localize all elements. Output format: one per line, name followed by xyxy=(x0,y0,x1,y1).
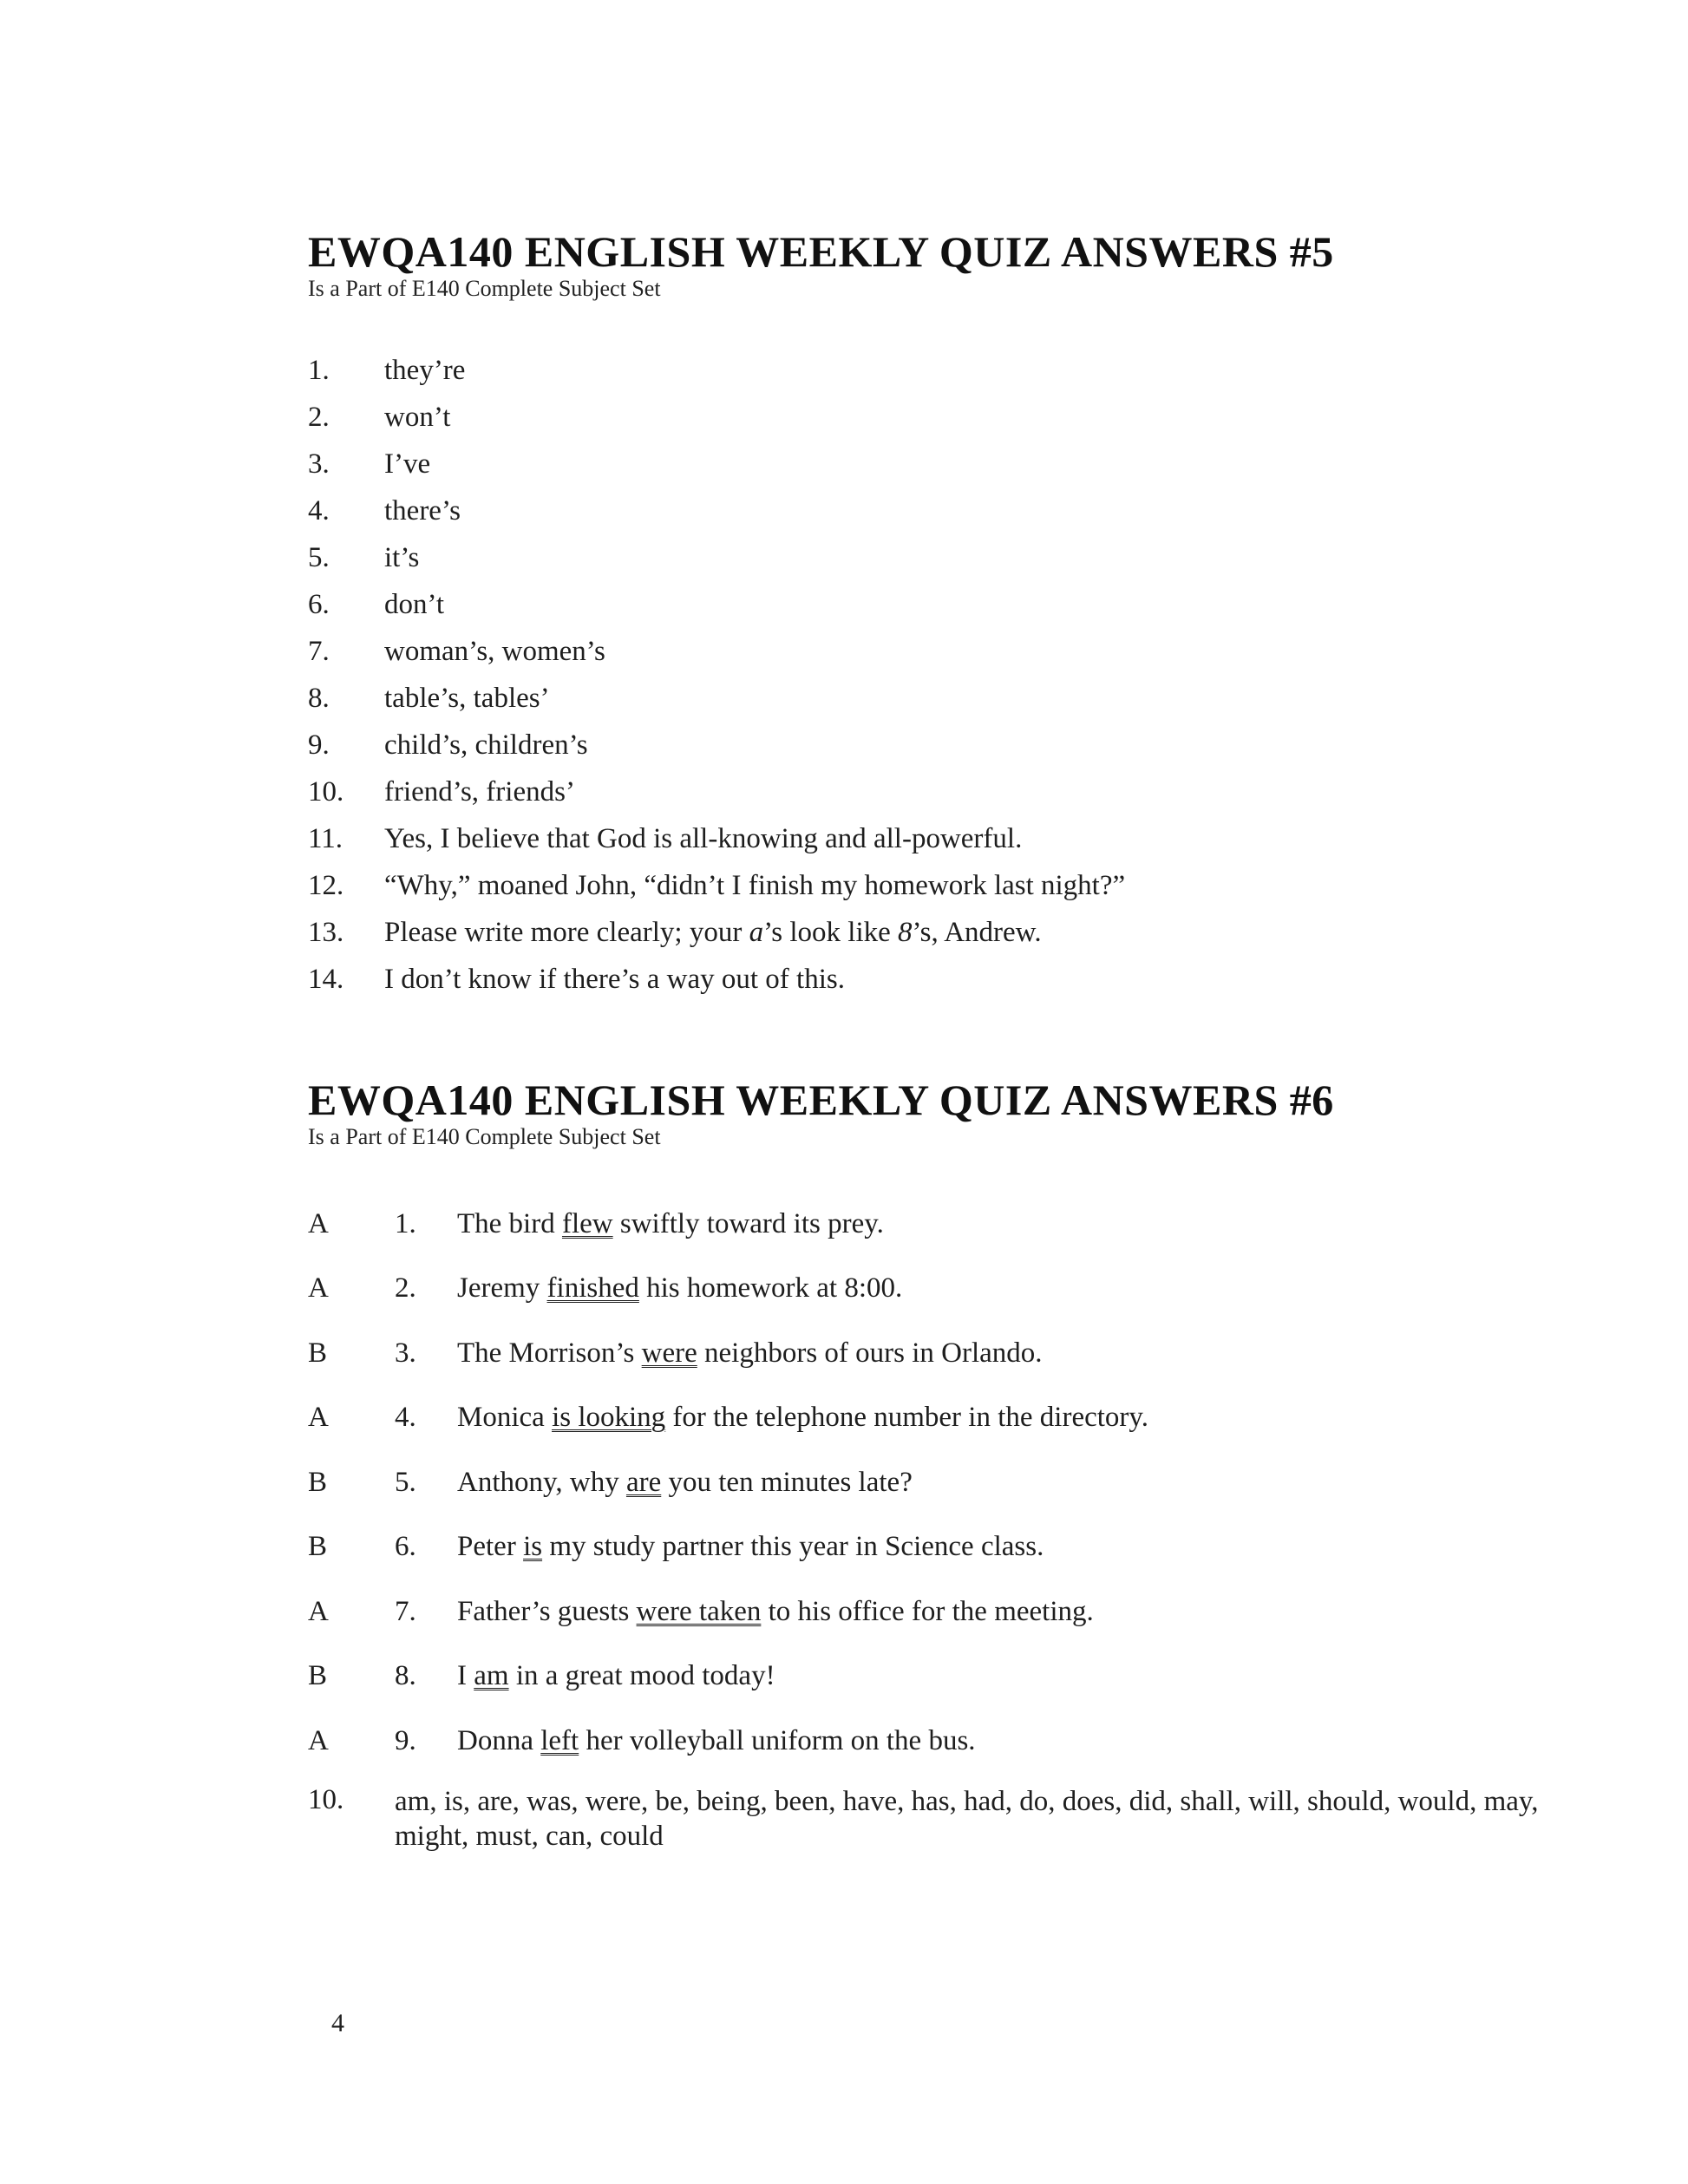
answer-row xyxy=(308,1579,1540,1645)
answer-text: friend’s, friends’ xyxy=(384,775,575,808)
answer-text: don’t xyxy=(384,588,445,620)
answer-number: 9. xyxy=(308,729,330,761)
underlined-verb: left xyxy=(540,1724,579,1756)
answer-row xyxy=(308,1257,1540,1322)
answer-number: 8. xyxy=(395,1660,416,1692)
answer-text: there’s xyxy=(384,494,461,526)
answer-text-part: Please write more clearly; your xyxy=(384,916,749,948)
quiz-5-title: EWQA140 ENGLISH WEEKLY QUIZ ANSWERS #5 xyxy=(308,227,1334,276)
answer-row xyxy=(308,534,1540,581)
answer-row xyxy=(308,768,1540,815)
answer-row xyxy=(308,581,1540,628)
sentence-part: you ten minutes late? xyxy=(661,1466,913,1498)
answer-number: 3. xyxy=(308,448,330,480)
answer-number: 3. xyxy=(395,1337,416,1369)
answer-number: 5. xyxy=(308,541,330,573)
underlined-verb: am xyxy=(474,1660,509,1692)
answer-letter: B xyxy=(308,1466,328,1498)
answer-sentence xyxy=(457,1660,1540,1692)
answer-number: 14. xyxy=(308,963,344,995)
underlined-verb: are xyxy=(625,1466,662,1498)
sentence-part: her volleyball uniform on the bus. xyxy=(579,1724,976,1756)
answer-number: 10. xyxy=(308,775,344,808)
answer-letter: A xyxy=(308,1207,329,1239)
quiz-answers-5-section xyxy=(308,227,1540,1017)
answer-text: they’re xyxy=(384,354,466,386)
answer-number: 7. xyxy=(308,635,330,667)
answer-number: 9. xyxy=(395,1724,416,1756)
answer-row xyxy=(308,628,1540,675)
answer-number: 1. xyxy=(395,1207,416,1239)
answer-row xyxy=(308,862,1540,909)
answer-row xyxy=(308,722,1540,768)
answer-number: 10. xyxy=(308,1783,344,1815)
answer-row xyxy=(308,1192,1540,1257)
answer-number: 7. xyxy=(395,1595,416,1627)
answer-number: 12. xyxy=(308,869,344,901)
answer-number: 13. xyxy=(308,916,344,948)
answer-text: won’t xyxy=(384,401,451,433)
answer-sentence xyxy=(457,1725,1540,1757)
underlined-verb: were taken xyxy=(636,1595,762,1627)
answer-row xyxy=(308,441,1540,487)
answer-row xyxy=(308,1386,1540,1451)
answer-text: “Why,” moaned John, “didn’t I finish my homework last night?” xyxy=(384,869,1126,901)
sentence-part: Monica xyxy=(457,1402,553,1434)
helping-verbs-list: am, is, are, was, were, be, being, been, have, has, had, do, does, did, shall, will, should, would, may, might, must, can, could xyxy=(395,1785,1539,1852)
sentence-part: I xyxy=(457,1660,474,1692)
answer-letter: A xyxy=(308,1402,329,1434)
answer-row xyxy=(308,1645,1540,1710)
underlined-verb: flew xyxy=(561,1207,613,1239)
answer-number: 2. xyxy=(308,401,330,433)
quiz-6-answer-list xyxy=(308,1192,1540,1854)
answer-text: child’s, children’s xyxy=(384,729,588,761)
sentence-part: in a great mood today! xyxy=(508,1660,775,1692)
sentence-part: The bird xyxy=(457,1207,562,1239)
answer-text-part: ’s look like xyxy=(763,916,899,948)
answer-row xyxy=(308,1450,1540,1515)
answer-number: 5. xyxy=(395,1466,416,1498)
sentence-part: Peter xyxy=(457,1531,524,1563)
answer-letter: B xyxy=(308,1337,328,1369)
answer-row xyxy=(308,347,1540,394)
answer-text: it’s xyxy=(384,541,420,573)
answer-letter: A xyxy=(308,1724,329,1756)
answer-number: 2. xyxy=(395,1272,416,1305)
answer-text: table’s, tables’ xyxy=(384,682,550,714)
sentence-part: for the telephone number in the directory. xyxy=(665,1402,1148,1434)
answer-row xyxy=(308,487,1540,534)
quiz-6-subtitle: Is a Part of E140 Complete Subject Set xyxy=(308,1124,661,1149)
answer-sentence xyxy=(457,1467,1540,1499)
answer-row-10 xyxy=(308,1784,1540,1854)
answer-row xyxy=(308,394,1540,441)
answer-letter: A xyxy=(308,1595,329,1627)
answer-row xyxy=(308,1321,1540,1386)
answer-number: 4. xyxy=(308,494,330,526)
answer-number: 4. xyxy=(395,1402,416,1434)
sentence-part: swiftly toward its prey. xyxy=(612,1207,884,1239)
answer-row xyxy=(308,909,1540,956)
sentence-part: Father’s guests xyxy=(457,1595,637,1627)
quiz-5-answer-list xyxy=(308,347,1540,1003)
sentence-part: neighbors of ours in Orlando. xyxy=(697,1337,1043,1369)
answer-sentence xyxy=(457,1208,1540,1240)
page-number: 4 xyxy=(331,2009,344,2037)
sentence-part: my study partner this year in Science class. xyxy=(542,1531,1044,1563)
answer-number: 6. xyxy=(395,1531,416,1563)
quiz-5-subtitle: Is a Part of E140 Complete Subject Set xyxy=(308,276,661,301)
answer-number: 6. xyxy=(308,588,330,620)
answer-sentence xyxy=(457,1596,1540,1628)
answer-text: I don’t know if there’s a way out of this. xyxy=(384,963,845,995)
answer-sentence xyxy=(457,1337,1540,1370)
answer-number: 11. xyxy=(308,822,343,854)
quiz-6-title: EWQA140 ENGLISH WEEKLY QUIZ ANSWERS #6 xyxy=(308,1076,1334,1124)
answer-text-part: ’s, Andrew. xyxy=(912,916,1042,948)
answer-row xyxy=(308,956,1540,1003)
answer-number: 8. xyxy=(308,682,330,714)
answer-row xyxy=(308,675,1540,722)
underlined-verb: is xyxy=(523,1531,543,1563)
underlined-verb: were xyxy=(641,1337,697,1369)
underlined-verb: is looking xyxy=(552,1402,666,1434)
answer-number: 1. xyxy=(308,354,330,386)
sentence-part: his homework at 8:00. xyxy=(638,1272,903,1305)
sentence-part: to his office for the meeting. xyxy=(761,1595,1094,1627)
quiz-answers-6-section xyxy=(308,1076,1540,1867)
answer-row xyxy=(308,1515,1540,1580)
answer-sentence xyxy=(457,1272,1540,1305)
answer-letter: B xyxy=(308,1660,328,1692)
sentence-part: Donna xyxy=(457,1724,541,1756)
answer-sentence xyxy=(457,1531,1540,1563)
sentence-part: Anthony, why xyxy=(457,1466,626,1498)
answer-row xyxy=(308,815,1540,862)
answer-sentence xyxy=(457,1402,1540,1434)
italic-letter: a xyxy=(749,916,764,948)
answer-row xyxy=(308,1709,1540,1774)
underlined-verb: finished xyxy=(546,1272,639,1305)
italic-digit: 8 xyxy=(898,916,913,948)
answer-text: Yes, I believe that God is all-knowing and all-powerful. xyxy=(384,822,1023,854)
answer-text: woman’s, women’s xyxy=(384,635,605,667)
sentence-part: Jeremy xyxy=(457,1272,547,1305)
answer-text: I’ve xyxy=(384,448,431,480)
answer-text xyxy=(384,917,1540,949)
answer-letter: B xyxy=(308,1531,328,1563)
sentence-part: The Morrison’s xyxy=(457,1337,642,1369)
answer-letter: A xyxy=(308,1272,329,1305)
